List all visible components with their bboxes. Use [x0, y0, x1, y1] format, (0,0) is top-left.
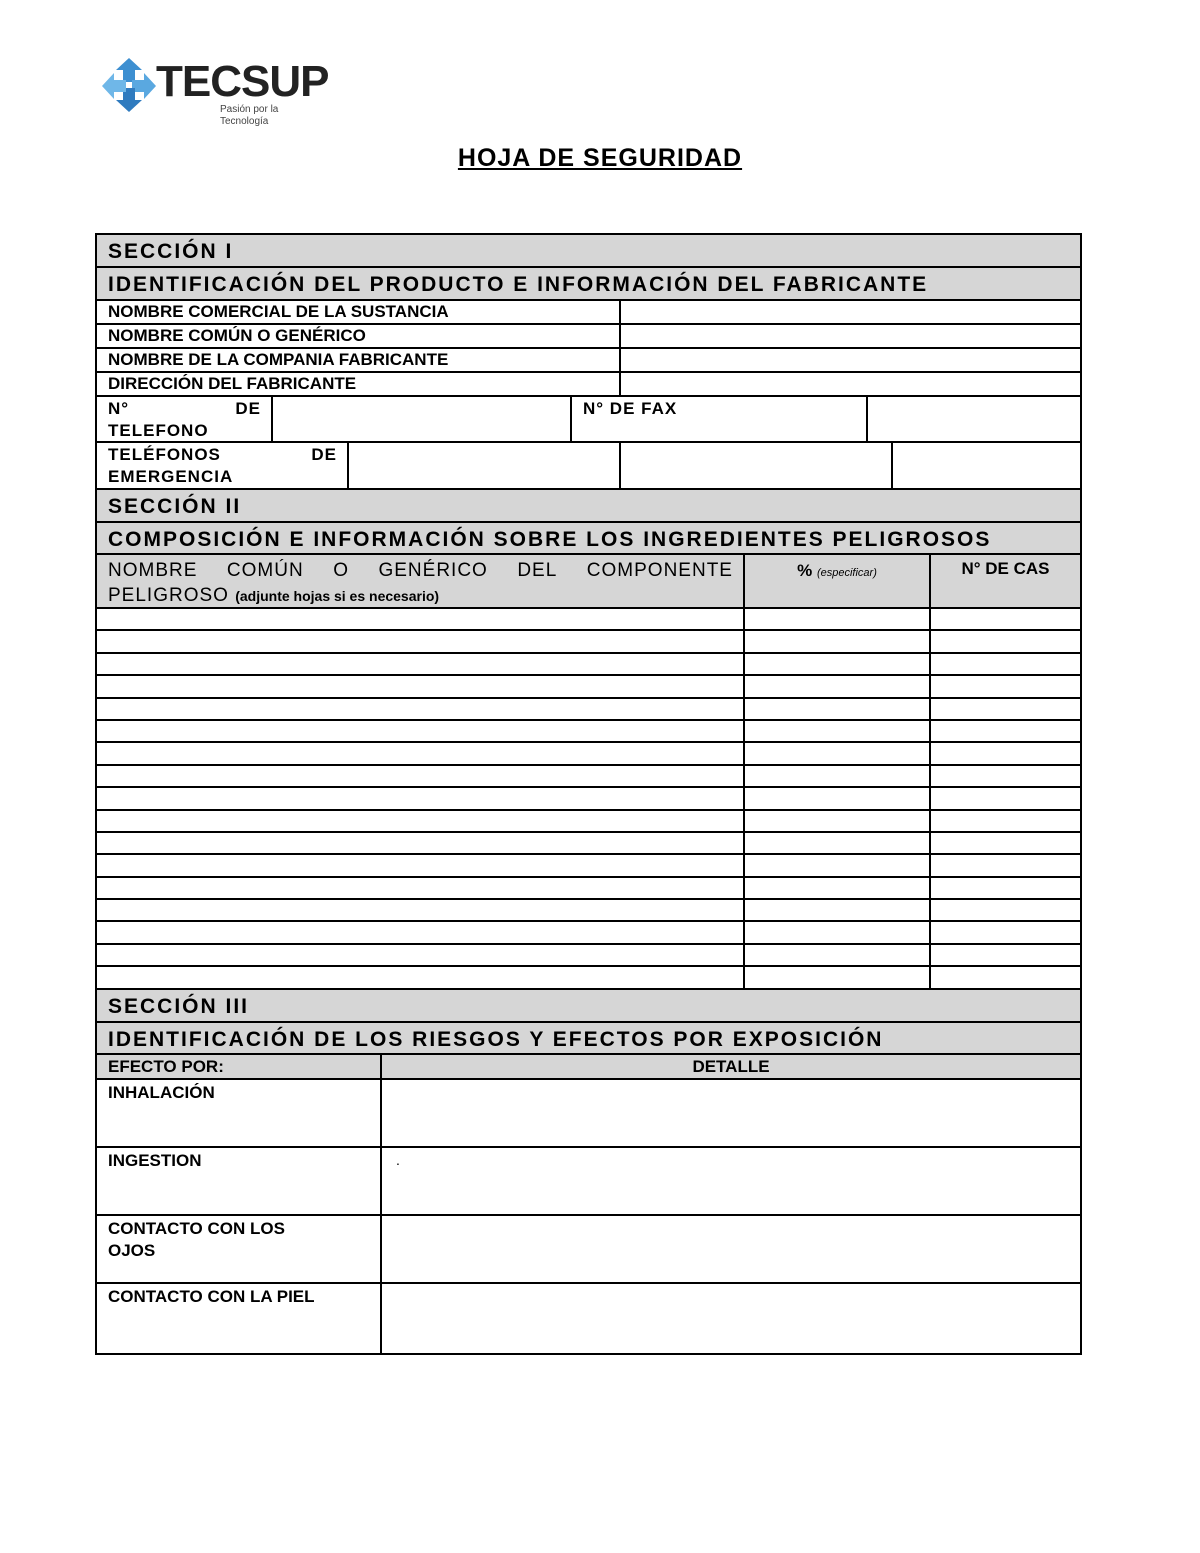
ingredient-name-input[interactable] — [97, 878, 743, 898]
ingredient-percent-input[interactable] — [743, 609, 929, 629]
phone-input[interactable] — [271, 397, 570, 441]
logo-wordmark: TECSUP — [156, 57, 329, 106]
ingredient-cas-input[interactable] — [929, 743, 1080, 763]
emergency-row — [97, 443, 1080, 490]
ingredient-cas-input[interactable] — [929, 811, 1080, 831]
ingredient-row — [97, 900, 1080, 922]
ingredient-cas-input[interactable] — [929, 833, 1080, 853]
field-label: NOMBRE DE LA COMPANIA FABRICANTE — [108, 350, 449, 369]
common-name-input[interactable] — [619, 325, 1080, 347]
ingredient-cas-input[interactable] — [929, 631, 1080, 651]
percent-header-note: (especificar) — [816, 567, 877, 579]
ingredient-cas-input[interactable] — [929, 699, 1080, 719]
ingredient-row — [97, 922, 1080, 944]
ingredient-name-input[interactable] — [97, 676, 743, 696]
ingredient-row — [97, 743, 1080, 765]
ingredient-percent-input[interactable] — [743, 631, 929, 651]
ingredient-cas-input[interactable] — [929, 900, 1080, 920]
component-header-line2: PELIGROSO — [108, 585, 229, 606]
ingredient-percent-input[interactable] — [743, 922, 929, 942]
inhalation-detail-input[interactable] — [380, 1080, 1080, 1146]
section2-subheading: COMPOSICIÓN E INFORMACIÓN SOBRE LOS INGREDIENTES PELIGROSOS — [97, 523, 1080, 555]
ingredient-name-input[interactable] — [97, 609, 743, 629]
ingredient-row — [97, 811, 1080, 833]
ingredient-percent-input[interactable] — [743, 766, 929, 786]
fax-input[interactable] — [866, 397, 1080, 441]
ingredient-row — [97, 609, 1080, 631]
effect-row-eyes — [97, 1216, 1080, 1284]
ingredient-cas-input[interactable] — [929, 922, 1080, 942]
ingredient-cas-input[interactable] — [929, 766, 1080, 786]
section2-heading: SECCIÓN II — [97, 490, 1080, 523]
address-input[interactable] — [619, 373, 1080, 395]
field-row-common-name — [97, 325, 1080, 349]
field-row-company — [97, 349, 1080, 373]
effect-label: INGESTION — [108, 1150, 202, 1170]
effect-label: CONTACTO CON LA PIEL — [108, 1286, 315, 1306]
ingredient-name-input[interactable] — [97, 967, 743, 987]
ingredient-percent-input[interactable] — [743, 878, 929, 898]
ingredient-row — [97, 855, 1080, 877]
ingredient-name-input[interactable] — [97, 743, 743, 763]
ingredient-name-input[interactable] — [97, 766, 743, 786]
ingredient-percent-input[interactable] — [743, 900, 929, 920]
emergency-label: TELÉFONOS DE EMERGENCIA — [108, 445, 337, 486]
ingredient-percent-input[interactable] — [743, 743, 929, 763]
section1-subheading: IDENTIFICACIÓN DEL PRODUCTO E INFORMACIÓN DEL FABRICANTE — [97, 268, 1080, 301]
component-name-header — [97, 555, 743, 607]
ingredient-percent-input[interactable] — [743, 788, 929, 808]
ingredient-name-input[interactable] — [97, 922, 743, 942]
ingredient-percent-input[interactable] — [743, 654, 929, 674]
emergency-phone-input-3[interactable] — [891, 443, 1080, 488]
effect-by-header: EFECTO POR: — [108, 1056, 224, 1076]
effect-row-skin — [97, 1284, 1080, 1353]
field-row-trade-name — [97, 301, 1080, 325]
field-label: NOMBRE COMERCIAL DE LA SUSTANCIA — [108, 302, 449, 321]
ingredient-cas-input[interactable] — [929, 721, 1080, 741]
ingredient-name-input[interactable] — [97, 900, 743, 920]
ingredient-percent-input[interactable] — [743, 676, 929, 696]
ingredient-percent-input[interactable] — [743, 721, 929, 741]
ingredient-cas-input[interactable] — [929, 878, 1080, 898]
ingredient-row — [97, 676, 1080, 698]
tecsup-logo — [96, 52, 329, 127]
ingredient-cas-input[interactable] — [929, 788, 1080, 808]
field-label: DIRECCIÓN DEL FABRICANTE — [108, 374, 357, 393]
effects-header-row — [97, 1055, 1080, 1080]
ingredient-cas-input[interactable] — [929, 855, 1080, 875]
ingredient-cas-input[interactable] — [929, 676, 1080, 696]
percent-header-label: % — [797, 561, 813, 580]
trade-name-input[interactable] — [619, 301, 1080, 323]
ingredient-row — [97, 766, 1080, 788]
safety-sheet-form — [95, 233, 1082, 1355]
page-title: HOJA DE SEGURIDAD — [457, 144, 743, 172]
phone-fax-row — [97, 397, 1080, 443]
ingredient-cas-input[interactable] — [929, 967, 1080, 987]
effect-label: INHALACIÓN — [108, 1082, 215, 1102]
ingredient-row — [97, 631, 1080, 653]
ingredient-percent-input[interactable] — [743, 945, 929, 965]
ingredients-header-row — [97, 555, 1080, 609]
recycle-arrows-icon — [100, 56, 158, 114]
ingredient-name-input[interactable] — [97, 631, 743, 651]
component-header-line1: NOMBRE COMÚN O GENÉRICO DEL COMPONENTE — [108, 560, 733, 581]
effect-label: CONTACTO CON LOS OJOS — [108, 1218, 285, 1260]
detail-text: . — [396, 1151, 400, 1168]
field-label: NOMBRE COMÚN O GENÉRICO — [108, 326, 366, 345]
cas-header: N° DE CAS — [929, 555, 1080, 607]
ingredient-percent-input[interactable] — [743, 811, 929, 831]
company-input[interactable] — [619, 349, 1080, 371]
ingestion-detail-input[interactable] — [380, 1148, 1080, 1214]
section3-heading: SECCIÓN III — [97, 990, 1080, 1023]
effect-row-ingestion — [97, 1148, 1080, 1216]
ingredient-name-input[interactable] — [97, 699, 743, 719]
ingredient-rows — [97, 609, 1080, 990]
emergency-phone-input-2[interactable] — [619, 443, 891, 488]
ingredient-name-input[interactable] — [97, 833, 743, 853]
ingredient-name-input[interactable] — [97, 788, 743, 808]
ingredient-name-input[interactable] — [97, 721, 743, 741]
ingredient-cas-input[interactable] — [929, 654, 1080, 674]
component-header-note: (adjunte hojas si es necesario) — [235, 588, 440, 604]
ingredient-percent-input[interactable] — [743, 833, 929, 853]
ingredient-cas-input[interactable] — [929, 609, 1080, 629]
ingredient-row — [97, 699, 1080, 721]
ingredient-percent-input[interactable] — [743, 699, 929, 719]
section1-heading: SECCIÓN I — [97, 235, 1080, 268]
ingredient-row — [97, 967, 1080, 989]
field-row-address — [97, 373, 1080, 397]
logo-tagline: Pasión por la Tecnología — [220, 104, 279, 127]
ingredient-row — [97, 788, 1080, 810]
ingredient-cas-input[interactable] — [929, 945, 1080, 965]
ingredient-percent-input[interactable] — [743, 855, 929, 875]
ingredient-row — [97, 878, 1080, 900]
ingredient-percent-input[interactable] — [743, 967, 929, 987]
percent-header — [743, 555, 929, 607]
ingredient-row — [97, 833, 1080, 855]
detail-header: DETALLE — [380, 1055, 1080, 1078]
fax-label: N° DE FAX — [570, 397, 866, 441]
ingredient-row — [97, 654, 1080, 676]
ingredient-name-input[interactable] — [97, 654, 743, 674]
eye-contact-detail-input[interactable] — [380, 1216, 1080, 1282]
ingredient-name-input[interactable] — [97, 855, 743, 875]
effect-row-inhalation — [97, 1080, 1080, 1148]
emergency-phone-input-1[interactable] — [347, 443, 619, 488]
section3-subheading: IDENTIFICACIÓN DE LOS RIESGOS Y EFECTOS POR EXPOSICIÓN — [97, 1023, 1080, 1055]
phone-label: N° DE TELEFONO — [108, 399, 261, 440]
ingredient-name-input[interactable] — [97, 945, 743, 965]
ingredient-row — [97, 945, 1080, 967]
ingredient-name-input[interactable] — [97, 811, 743, 831]
ingredient-row — [97, 721, 1080, 743]
skin-contact-detail-input[interactable] — [380, 1284, 1080, 1353]
